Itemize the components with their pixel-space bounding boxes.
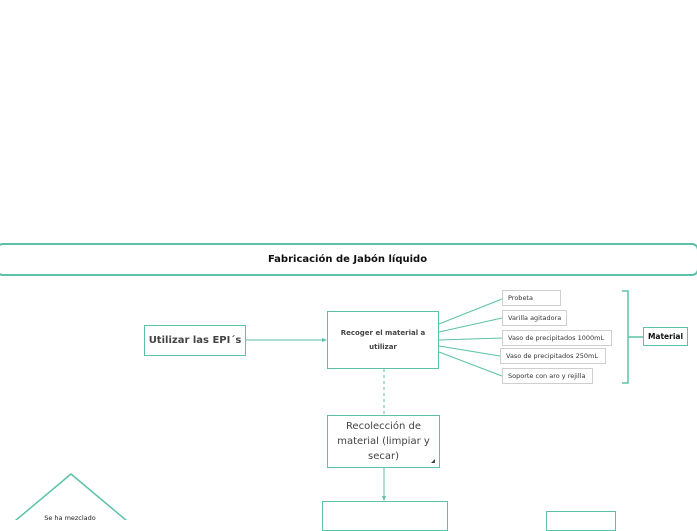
resize-icon xyxy=(431,459,435,463)
material-item-probeta[interactable]: Probeta xyxy=(502,290,561,306)
diamond-label: Se ha mezclado xyxy=(44,514,96,522)
node-recoleccion-label: Recolección de material (limpiar y secar) xyxy=(337,421,430,462)
node-recoleccion-material[interactable] xyxy=(327,415,440,468)
material-item-vaso-250[interactable]: Vaso de precipitados 250mL xyxy=(500,348,606,364)
material-item-vaso-1000[interactable]: Vaso de precipitados 1000mL xyxy=(502,330,612,346)
node-bottom-next[interactable] xyxy=(322,501,448,531)
map-title[interactable]: Fabricación de Jabón líquido xyxy=(0,243,697,276)
node-right-bottom[interactable] xyxy=(546,511,616,531)
material-item-varilla[interactable]: Varilla agitadora xyxy=(502,310,567,326)
node-recoger-material[interactable]: Recoger el material a utilizar xyxy=(327,311,439,369)
node-utilizar-epis[interactable]: Utilizar las EPI´s xyxy=(144,325,246,356)
material-item-soporte[interactable]: Soporte con aro y rejilla xyxy=(502,368,593,384)
node-material[interactable]: Material xyxy=(643,327,688,346)
